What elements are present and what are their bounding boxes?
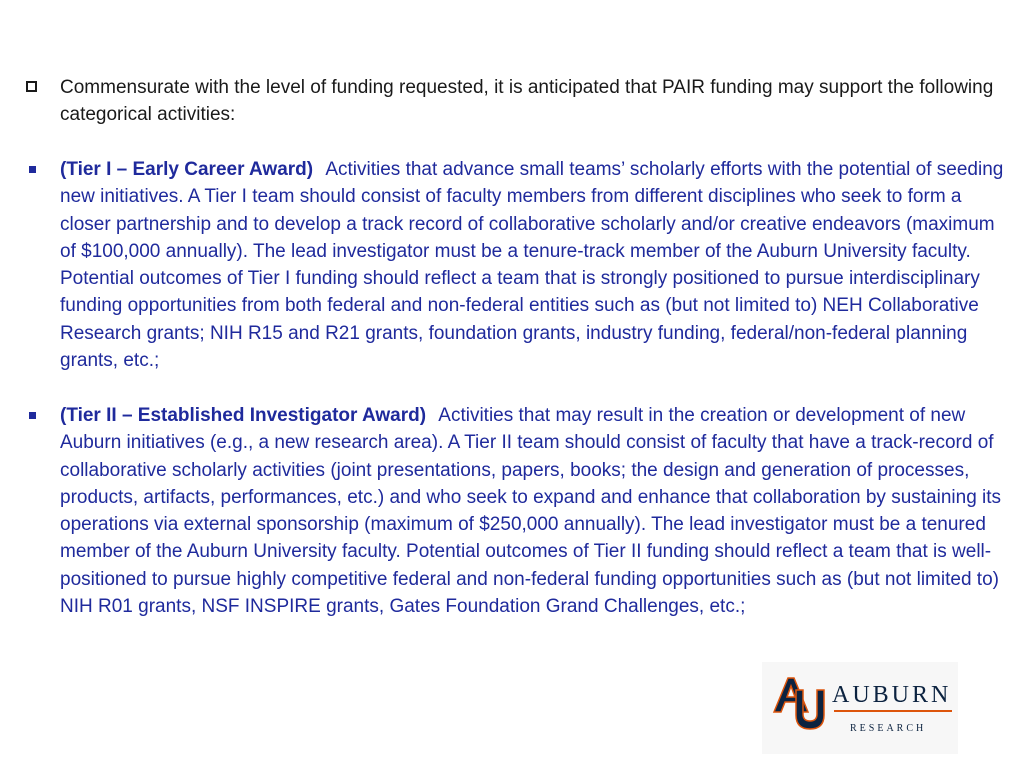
tier-1-paragraph	[60, 156, 1008, 374]
checkbox-bullet-icon	[26, 81, 37, 92]
square-bullet-icon	[29, 412, 36, 419]
tier-2-heading: (Tier II – Established Investigator Award)	[60, 405, 427, 426]
logo-subtitle: RESEARCH	[850, 723, 927, 734]
tier-2-body: Activities that may result in the creation or development of new Auburn initiatives (e.g., a new research area). A Tier II team should consist of faculty that have a track-record of collaborative scholarly activities (joint presentations, papers, books; the design and generation of processes, products, artifacts, performances, etc.) and who seek to expand and enhance that collaboration by sustaining its operations via external sponsorship (maximum of $250,000 annually). The lead investigator must be a tenured member of the Auburn University faculty. Potential outcomes of Tier II funding should reflect a team that is well-positioned to pursue highly competitive federal and non-federal funding opportunities such as (but not limited to) NIH R01 grants, NSF INSPIRE grants, Gates Foundation Grand Challenges, etc.;	[60, 405, 1002, 618]
square-bullet-icon	[29, 166, 36, 173]
tier-2-paragraph	[60, 402, 1008, 620]
intro-paragraph: Commensurate with the level of funding requested, it is anticipated that PAIR funding may support the following categorical activities:	[60, 77, 994, 126]
tier-1-heading: (Tier I – Early Career Award)	[60, 159, 314, 180]
au-monogram-icon	[770, 672, 826, 734]
auburn-research-logo	[762, 662, 958, 754]
tier-1-body: Activities that advance small teams’ scholarly efforts with the potential of seeding new initiatives. A Tier I team should consist of faculty members from different disciplines who seek to form a closer partnership and to develop a track record of collaborative scholarly and/or creative endeavors (maximum of $100,000 annually). The lead investigator must be a tenure-track member of the Auburn University faculty. Potential outcomes of Tier I funding should reflect a team that is strongly positioned to pursue interdisciplinary funding opportunities from both federal and non-federal entities such as (but not limited to) NEH Collaborative Research grants; NIH R15 and R21 grants, foundation grants, industry funding, federal/non-federal planning grants, etc.;	[60, 159, 1004, 372]
logo-wordmark: AUBURN	[832, 682, 952, 708]
logo-divider	[834, 710, 952, 712]
